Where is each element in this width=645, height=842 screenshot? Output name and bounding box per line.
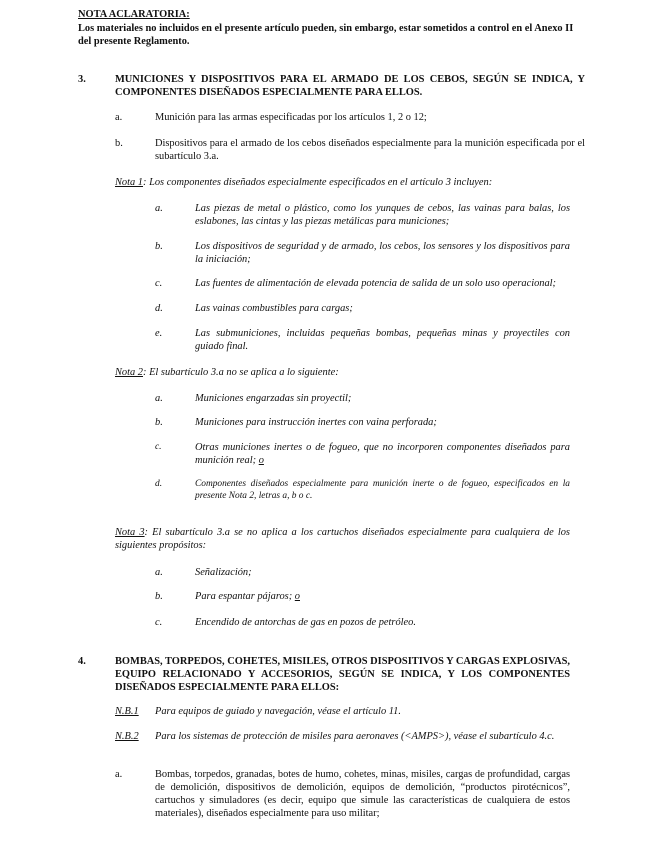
section-3-heading: MUNICIONES Y DISPOSITIVOS PARA EL ARMADO DE LOS CEBOS, SEGÚN SE INDICA, Y COMPONENTES DISEÑADOS ESPECIALMENTE PARA ELLOS. xyxy=(115,74,585,98)
nota-3-intro-line xyxy=(115,526,570,552)
list-item-letter: a. xyxy=(155,567,163,578)
nb-1-text: Para equipos de guiado y navegación, véase el artículo 11. xyxy=(155,706,401,717)
list-item-text: Encendido de antorchas de gas en pozos de petróleo. xyxy=(195,617,416,628)
list-item-text: Para espantar pájaros; xyxy=(195,591,293,602)
list-item-letter: b. xyxy=(155,591,163,602)
list-item-letter: c. xyxy=(155,617,163,628)
list-item-text: Las submuniciones, incluidas pequeñas bombas, pequeñas minas y proyectiles con guiado final. xyxy=(195,328,570,352)
list-item-letter: c. xyxy=(155,442,162,452)
list-item-text: Las vainas combustibles para cargas; xyxy=(195,303,353,314)
nota-2-intro-line xyxy=(115,366,585,379)
list-item-text: Municiones para instrucción inertes con vaina perforada; xyxy=(195,417,437,428)
list-item-text: Otras municiones inertes o de fogueo, que no incorporen componentes diseñados para munición real; xyxy=(195,442,570,466)
nota-2-label: Nota 2 xyxy=(115,367,144,378)
list-item-letter: e. xyxy=(155,328,163,339)
nota-aclaratoria-text: Los materiales no incluidos en el presente artículo pueden, sin embargo, estar sometidos a control en el Anexo II del presente Reglamento. xyxy=(78,23,574,47)
list-item-text: Municiones engarzadas sin proyectil; xyxy=(195,393,352,404)
list-item xyxy=(195,441,570,467)
section-4-heading: BOMBAS, TORPEDOS, COHETES, MISILES, OTROS DISPOSITIVOS Y CARGAS EXPLOSIVAS, EQUIPO RELACIONADO Y ACCESORIOS, SEGÚN SE INDICA, Y LOS COMPONENTES DISEÑADOS ESPECIALMENTE PARA ELLOS: xyxy=(115,656,570,693)
nota-3-label: Nota 3 xyxy=(115,527,145,538)
item-letter: b. xyxy=(115,138,123,149)
nota-1-label: Nota 1 xyxy=(115,177,144,188)
item-letter: a. xyxy=(115,112,123,123)
item-text: Munición para las armas especificadas por los artículos 1, 2 o 12; xyxy=(155,112,427,123)
list-item-suffix: o xyxy=(258,455,264,466)
list-item-suffix: o xyxy=(294,591,300,602)
list-item-text: Los dispositivos de seguridad y de armado, los cebos, los sensores y los dispositivos para la iniciación; xyxy=(195,241,570,265)
nota-1-intro: : Los componentes diseñados especialmente especificados en el artículo 3 incluyen: xyxy=(143,177,493,188)
nb-2-text: Para los sistemas de protección de misiles para aeronaves (<AMPS>), véase el subartículo 4.c. xyxy=(155,731,555,742)
list-item-letter: d. xyxy=(155,303,163,314)
nota-1-intro-line xyxy=(115,176,585,189)
list-item-letter: a. xyxy=(155,203,163,214)
item-letter: a. xyxy=(115,769,123,780)
list-item-text: Las fuentes de alimentación de elevada potencia de salida de un solo uso operacional; xyxy=(195,278,557,289)
nota-aclaratoria-title: NOTA ACLARATORIA: xyxy=(78,9,190,20)
list-item-text: Componentes diseñados especialmente para munición inerte o de fogueo, especificados en la presente Nota 2, letras a, b o c. xyxy=(195,479,570,501)
item-text: Dispositivos para el armado de los cebos diseñados especialmente para la munición especificada por el subartículo 3.a. xyxy=(155,138,585,162)
section-4-number: 4. xyxy=(78,656,86,667)
nota-2-intro: : El subartículo 3.a no se aplica a lo siguiente: xyxy=(143,367,339,378)
section-3-number: 3. xyxy=(78,74,86,85)
list-item-text: Señalización; xyxy=(195,567,252,578)
list-item-letter: d. xyxy=(155,479,163,489)
item-text: Bombas, torpedos, granadas, botes de humo, cohetes, minas, misiles, cargas de profundidad, cargas de demolición, dispositivos de demolición, equipos de demolición, “productos pirotécnicos”, cartuchos y simuladores (es decir, equipo que simule las características de cualquiera de estos materiales), diseñados especialmente para uso militar; xyxy=(155,769,570,819)
list-item-letter: b. xyxy=(155,241,163,252)
list-item xyxy=(195,590,570,603)
nb-1-label: N.B.1 xyxy=(115,706,139,717)
list-item-text: Las piezas de metal o plástico, como los yunques de cebos, las vainas para balas, los eslabones, las cintas y las piezas metálicas para municiones; xyxy=(195,203,570,227)
list-item-letter: c. xyxy=(155,278,163,289)
nota-3-intro: : El subartículo 3.a se no aplica a los cartuchos diseñados especialmente para cualquiera de los siguientes propósitos: xyxy=(115,527,570,551)
list-item-letter: b. xyxy=(155,417,163,428)
nb-2-label: N.B.2 xyxy=(115,731,139,742)
list-item-letter: a. xyxy=(155,393,163,404)
